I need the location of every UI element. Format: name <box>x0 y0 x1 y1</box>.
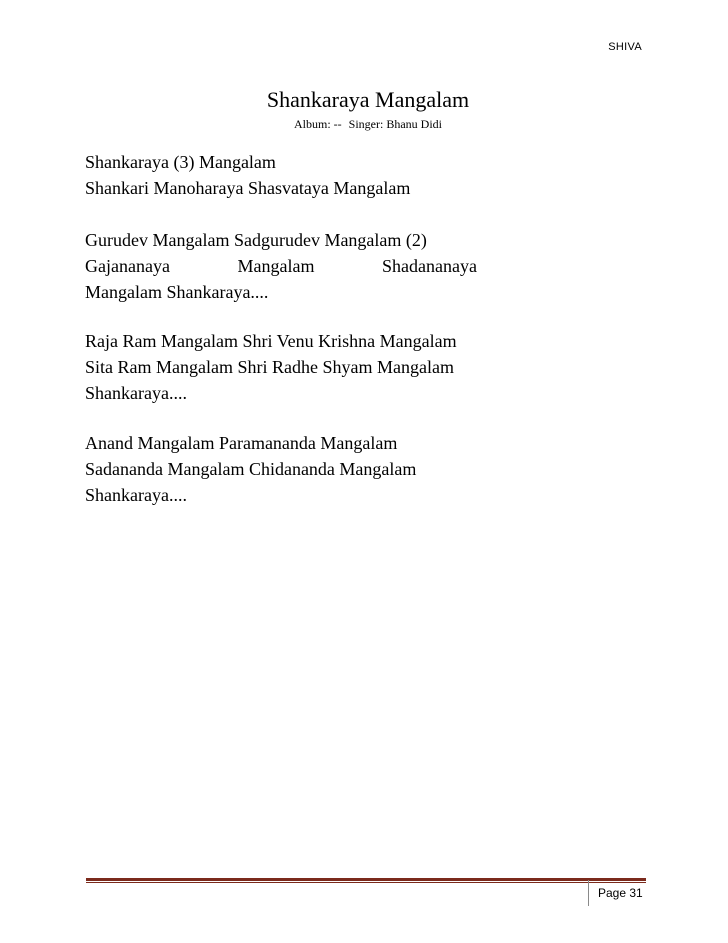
lyric-line: Raja Ram Mangalam Shri Venu Krishna Mangalam <box>85 331 457 351</box>
running-header: SHIVA <box>608 41 642 53</box>
singer-label: Singer: Bhanu Didi <box>348 117 442 131</box>
stanza-3 <box>85 328 515 406</box>
lyric-word: Shadananaya <box>382 256 477 276</box>
stanza-2 <box>85 227 515 305</box>
lyric-word: Gajananaya <box>85 256 170 276</box>
lyric-line: Shankaraya (3) Mangalam <box>85 152 276 172</box>
lyric-line-justified <box>85 253 477 279</box>
song-credits <box>0 117 728 132</box>
lyric-line: Sadananda Mangalam Chidananda Mangalam <box>85 459 417 479</box>
lyric-line: Sita Ram Mangalam Shri Radhe Shyam Mangalam <box>85 357 454 377</box>
page-number: Page 31 <box>598 886 643 900</box>
song-title: Shankaraya Mangalam <box>266 87 470 112</box>
lyric-line: Mangalam Shankaraya.... <box>85 282 269 302</box>
stanza-1 <box>85 149 515 201</box>
lyric-line: Gurudev Mangalam Sadgurudev Mangalam (2) <box>85 230 427 250</box>
footer-divider-thin <box>86 882 646 883</box>
stanza-4 <box>85 430 515 508</box>
lyric-word: Mangalam <box>237 256 315 276</box>
lyric-line: Shankari Manoharaya Shasvataya Mangalam <box>85 178 411 198</box>
album-label: Album: -- <box>294 117 342 131</box>
lyric-line: Shankaraya.... <box>85 383 187 403</box>
lyric-line: Anand Mangalam Paramananda Mangalam <box>85 433 398 453</box>
lyric-line: Shankaraya.... <box>85 485 187 505</box>
footer-divider <box>86 878 646 881</box>
